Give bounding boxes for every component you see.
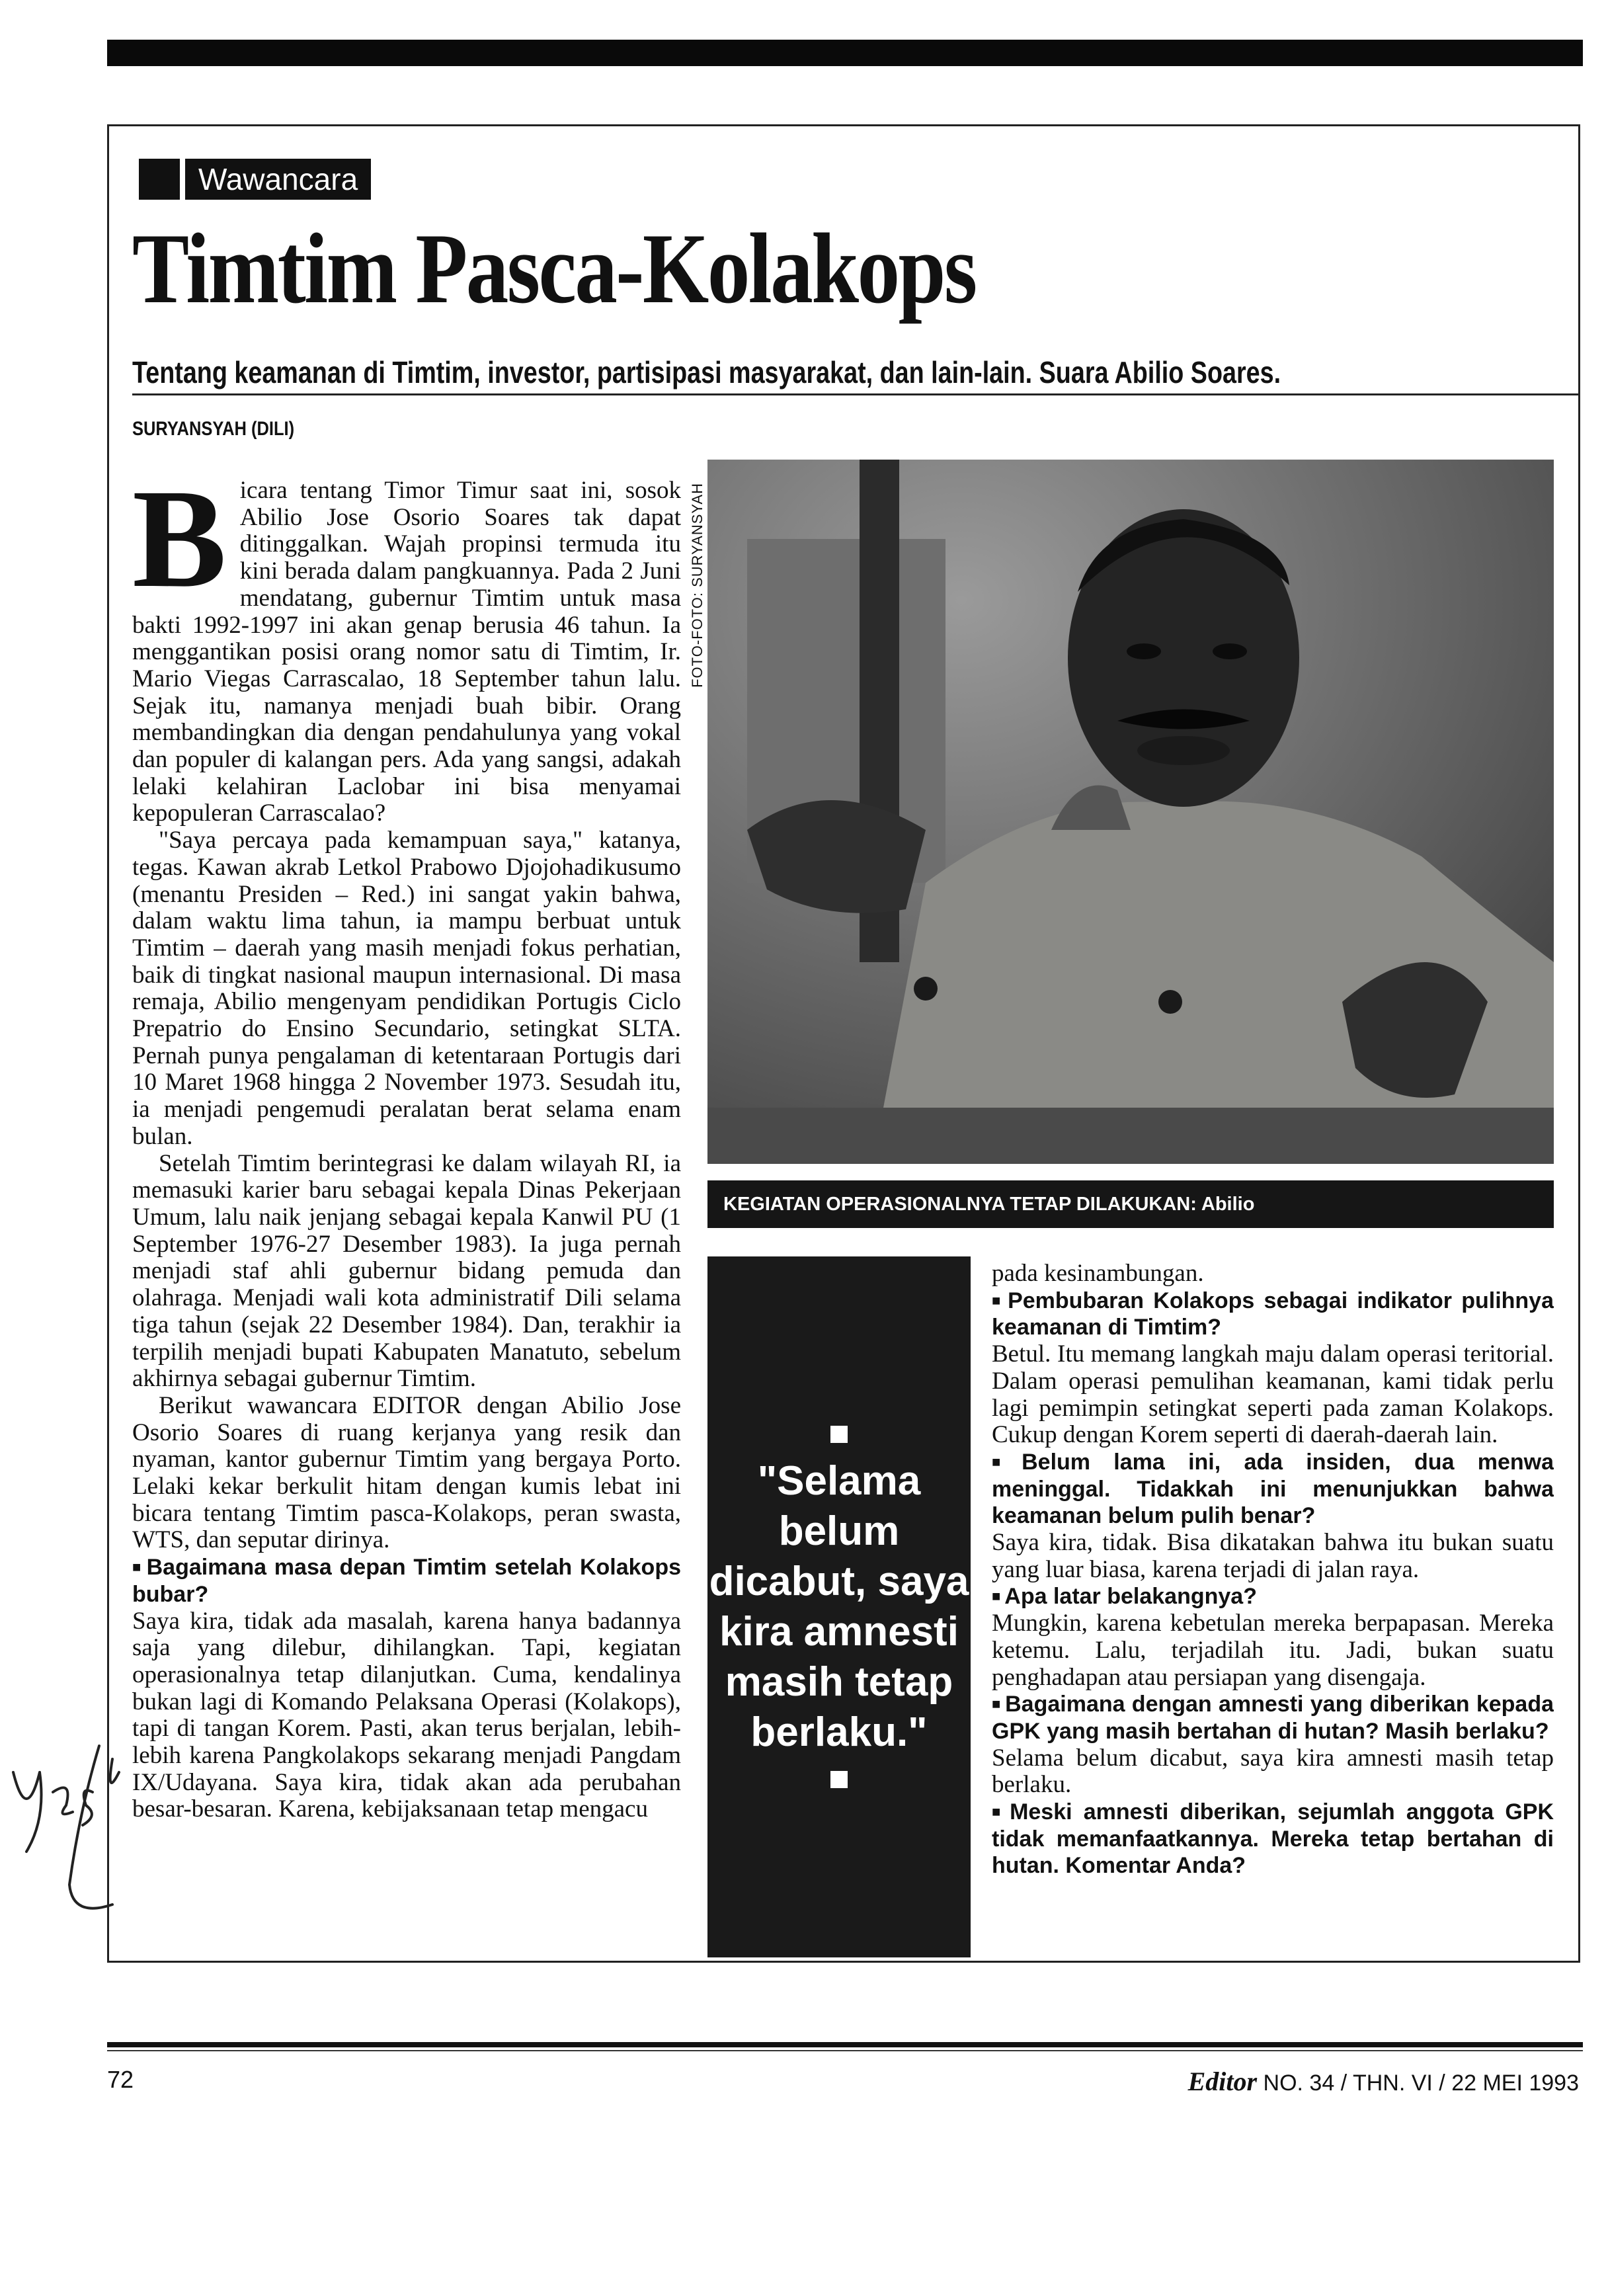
byline: SURYANSYAH (DILI) [132,418,295,440]
pull-quote-box [707,1256,971,1957]
question-bullet-icon: ■ [132,1559,143,1576]
intro-paragraph-text: icara tentang Timor Timur saat ini, sosok Abilio Jose Osorio Soares tak dapat ditinggalkan. Wajah propinsi termuda itu kini berada dalam pangkuannya. Pada 2 Juni mendatang, gubernur Timtim untuk masa bakti 1992-1997 ini akan genap berusia 46 tahun. Ia menggantikan posisi orang nomor satu di Timtim, Ir. Mario Viegas Carrascalao, 18 September tahun lalu. Sejak itu, namanya menjadi buah bibir. Orang membandingkan dia dengan pendahulunya yang vokal dan populer di kalangan pers. Ada yang sangsi, adakah lelaki kelahiran Laclobar ini bisa menyamai kepopuleran Carrascalao? [132,477,681,827]
interview-question [132,1554,681,1608]
body-column-1 [132,477,681,1959]
interview-answer: Selama belum dicabut, saya kira amnesti masih tetap berlaku. [992,1744,1554,1799]
body-column-3 [992,1260,1554,1935]
issue-number: NO. 34 / THN. VI / 22 MEI 1993 [1263,2070,1579,2096]
body-paragraph: "Saya percaya pada kemampuan saya," katanya, tegas. Kawan akrab Letkol Prabowo Djojohadikusumo (menantu Presiden – Red.) ini sangat yakin bahwa, dalam waktu lima tahun, ia mampu berbuat untuk Timtim – daerah yang masih menjadi fokus perhatian, baik di tingkat nasional maupun internasional. Di masa remaja, Abilio mengenyam pendidikan Portugis Ciclo Prepatrio do Ensino Secundario, setingkat SLTA. Pernah punya pengalaman di ketentaraan Portugis dari 10 Maret 1968 hingga 2 November 1973. Sesudah itu, ia menjadi pengemudi peralatan berat selama enam bulan. [132,827,681,1150]
photo-caption: KEGIATAN OPERASIONALNYA TETAP DILAKUKAN: Abilio [707,1180,1554,1228]
question-bullet-icon: ■ [992,1803,1006,1821]
interview-answer: Saya kira, tidak ada masalah, karena hanya badannya saja yang dilebur, dihilangkan. Tapi, kegiatan operasionalnya tetap dilanjutkan. Cuma, kendalinya bukan lagi di Komando Pelaksana Operasi (Kolakops), tapi di tangan Korem. Pasti, akan terus berjalan, lebih-lebih karena Pangkolakops sekarang menjadi Pangdam IX/Udayana. Saya kira, tidak akan ada perubahan besar-besaran. Karena, kebijaksanaan tetap mengacu [132,1607,681,1823]
interview-question [992,1583,1554,1610]
footer-rule-thin [107,2050,1583,2051]
pull-quote-text: "Selama belum dicabut, saya kira amnesti masih tetap berlaku." [709,1458,969,1755]
section-rubric [139,159,371,200]
magazine-brand: Editor [1187,2067,1258,2096]
question-bullet-icon: ■ [992,1453,1018,1470]
article-title: Timtim Pasca-Kolakops [132,213,976,324]
portrait-photo [707,460,1554,1164]
question-text: Meski amnesti diberikan, sejumlah anggota GPK tidak memanfaatkannya. Mereka tetap bertahan di hutan. Komentar Anda? [992,1799,1554,1879]
top-bar [107,40,1583,66]
portrait-illustration [707,460,1554,1164]
interview-answer: Saya kira, tidak. Bisa dikatakan bahwa itu bukan suatu yang luar biasa, karena terjadi di jalan raya. [992,1529,1554,1583]
square-bullet-icon [830,1771,848,1788]
footer-rule [107,2042,1583,2047]
deck-rule [132,393,1580,395]
interview-question [992,1799,1554,1879]
question-text: Pembubaran Kolakops sebagai indikator pulihnya keamanan di Timtim? [992,1288,1554,1340]
body-paragraph: Berikut wawancara EDITOR dengan Abilio Jose Osorio Soares di ruang kerjanya yang resik dan nyaman, kantor gubernur Timtim yang bergaya Porto. Lelaki kekar berkulit hitam dengan kumis lebat ini bicara tentang Timtim pasca-Kolakops, peran swasta, WTS, dan seputar dirinya. [132,1391,681,1554]
article-deck: Tentang keamanan di Timtim, investor, partisipasi masyarakat, dan lain-lain. Suara Abilio Soares. [132,355,1281,390]
issue-info [1188,2066,1579,2097]
interview-answer: Mungkin, karena kebetulan mereka berpapasan. Mereka ketemu. Lalu, terjadilah itu. Jadi, bukan suatu penghadapan atau persiapan yang disengaja. [992,1610,1554,1691]
drop-cap: B [132,477,227,617]
question-text: Apa latar belakangnya? [1004,1584,1257,1610]
square-bullet-icon [830,1426,848,1443]
interview-question [992,1691,1554,1744]
question-bullet-icon: ■ [992,1292,1004,1309]
rubric-label: Wawancara [185,159,371,200]
page-number: 72 [107,2066,134,2093]
interview-answer: pada kesinambungan. [992,1260,1204,1287]
body-paragraph: Setelah Timtim berintegrasi ke dalam wilayah RI, ia memasuki karier baru sebagai kepala Dinas Pekerjaan Umum, lalu naik jenjang sebagai kepala Kanwil PU (1 September 1976-27 Desember 1983). Ia juga pernah menjadi staf ahli gubernur bidang pemuda dan olahraga. Menjadi wali kota administratif Dili selama tiga tahun (sejak 22 Desember 1984). Dan, terakhir ia terpilih menjadi bupati Kabupaten Manatuto, sebelum akhirnya sebagai gubernur Timtim. [132,1149,681,1393]
interview-question [992,1288,1554,1341]
question-text: Bagaimana masa depan Timtim setelah Kolakops bubar? [132,1555,681,1607]
question-bullet-icon: ■ [992,1588,1001,1605]
handwritten-annotation [0,1719,132,1931]
question-bullet-icon: ■ [992,1696,1002,1713]
interview-question [992,1449,1554,1530]
question-text: Belum lama ini, ada insiden, dua menwa meninggal. Tidakkah ini menunjukkan bahwa keamanan belum pulih benar? [992,1449,1554,1529]
intro-paragraph [132,477,681,827]
photo-credit: FOTO-FOTO: SURYANSYAH [689,483,705,688]
interview-answer: Betul. Itu memang langkah maju dalam operasi teritorial. Dalam operasi pemulihan keamanan, kami tidak perlu lagi pemimpin setingkat seperti pada zaman Kolakops. Cukup dengan Korem seperti di daerah-daerah lain. [992,1340,1554,1449]
question-text: Bagaimana dengan amnesti yang diberikan kepada GPK yang masih bertahan di hutan? Masih berlaku? [992,1692,1554,1744]
rubric-block [139,159,180,200]
